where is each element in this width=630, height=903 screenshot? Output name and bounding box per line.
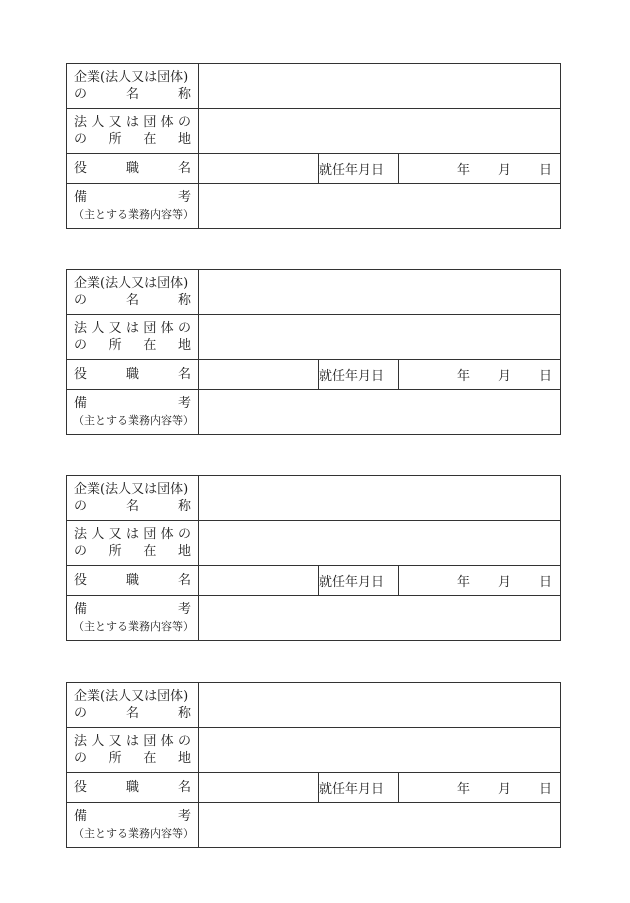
address-label-line1-char: の [177, 115, 191, 130]
month-unit: 月 [497, 575, 511, 590]
address-label-line2-char: 地 [177, 544, 191, 559]
day-value [511, 365, 539, 384]
remarks-label [67, 390, 199, 435]
address-label-line1-char: は [125, 321, 139, 336]
address-label-line1-char: 体 [160, 321, 174, 336]
company-name-field[interactable] [199, 683, 561, 728]
address-label-line1-char: の [177, 321, 191, 336]
remarks-note: （主とする業務内容等） [73, 208, 194, 221]
address-label-line1-char: は [125, 734, 139, 749]
appointment-date-field[interactable] [399, 773, 561, 803]
remarks-label-text-char: 備 [74, 396, 88, 411]
month-value [470, 571, 498, 590]
address-label-line2 [67, 131, 198, 148]
address-label-line1-char: 団 [143, 115, 157, 130]
month-value [470, 778, 498, 797]
address-field[interactable] [199, 521, 561, 566]
address-label-line1-char: は [125, 527, 139, 542]
year-unit: 年 [456, 163, 470, 178]
remarks-field[interactable] [199, 390, 561, 435]
company-name-label [67, 270, 199, 315]
company-label-line2-char: 称 [177, 706, 191, 721]
company-label-line2 [67, 705, 198, 722]
address-label [67, 521, 199, 566]
address-label [67, 728, 199, 773]
address-label-line1-char: 体 [160, 115, 174, 130]
address-label-line2 [67, 543, 198, 560]
officer-form-block [66, 682, 561, 848]
position-label-text [67, 160, 198, 177]
position-label-text [67, 572, 198, 589]
position-label-text-char: 職 [125, 367, 139, 382]
position-field[interactable] [199, 566, 319, 596]
address-label-line1-char: 法 [74, 734, 88, 749]
remarks-field[interactable] [199, 596, 561, 641]
address-field[interactable] [199, 315, 561, 360]
day-unit: 日 [539, 369, 553, 384]
officer-form-block [66, 63, 561, 229]
company-label-line2 [67, 292, 198, 309]
position-label [67, 566, 199, 596]
remarks-note: （主とする業務内容等） [73, 620, 194, 633]
remarks-label-text-char: 備 [74, 809, 88, 824]
company-name-field[interactable] [199, 64, 561, 109]
company-label-line2-char: の [74, 706, 88, 721]
appointment-date-label: 就任年月日 [319, 154, 399, 184]
address-label-line1-char: の [177, 734, 191, 749]
company-label-line2-char: 名 [125, 706, 139, 721]
remarks-label-text-char: 考 [177, 396, 191, 411]
year-value [419, 571, 457, 590]
company-label-line2 [67, 86, 198, 103]
position-label-text-char: 名 [177, 161, 191, 176]
address-label-line2-char: 在 [143, 132, 157, 147]
position-label-text-char: 職 [125, 780, 139, 795]
position-label [67, 154, 199, 184]
remarks-field[interactable] [199, 184, 561, 229]
company-label-line2-char: の [74, 293, 88, 308]
company-label-line2-char: 名 [125, 293, 139, 308]
day-unit: 日 [539, 575, 553, 590]
company-label-line2-char: 称 [177, 87, 191, 102]
remarks-note: （主とする業務内容等） [73, 827, 194, 840]
company-label-line1: 企業(法人又は団体) [74, 482, 189, 497]
address-label-line1-char: 法 [74, 321, 88, 336]
address-label-line1 [67, 526, 198, 543]
remarks-label-text [67, 395, 198, 412]
address-label-line1-char: 人 [91, 115, 105, 130]
remarks-label [67, 184, 199, 229]
officer-form-block [66, 269, 561, 435]
position-label-text-char: 名 [177, 780, 191, 795]
company-label-line1: 企業(法人又は団体) [74, 689, 189, 704]
address-label-line1-char: 人 [91, 527, 105, 542]
company-label-line2-char: 名 [125, 87, 139, 102]
remarks-label-text-char: 備 [74, 190, 88, 205]
address-label-line1 [67, 733, 198, 750]
address-label-line1-char: 体 [160, 527, 174, 542]
company-name-label [67, 476, 199, 521]
year-value [419, 365, 457, 384]
address-label-line2 [67, 337, 198, 354]
remarks-note: （主とする業務内容等） [73, 414, 194, 427]
address-label-line1-char: 法 [74, 115, 88, 130]
month-unit: 月 [497, 163, 511, 178]
position-label-text-char: 役 [74, 780, 88, 795]
remarks-label-text-char: 考 [177, 190, 191, 205]
remarks-label [67, 803, 199, 848]
address-label-line1-char: 体 [160, 734, 174, 749]
officer-form-block [66, 475, 561, 641]
address-label-line2-char: 地 [177, 751, 191, 766]
company-label-line1: 企業(法人又は団体) [74, 70, 189, 85]
address-label-line1 [67, 114, 198, 131]
month-value [470, 159, 498, 178]
company-label-line2-char: 称 [177, 499, 191, 514]
address-label-line2-char: の [74, 338, 88, 353]
position-label-text-char: 名 [177, 367, 191, 382]
address-label-line2-char: 所 [108, 132, 122, 147]
address-label-line2-char: 地 [177, 338, 191, 353]
appointment-date-field[interactable] [399, 360, 561, 390]
remarks-field[interactable] [199, 803, 561, 848]
year-unit: 年 [456, 575, 470, 590]
address-label-line2-char: の [74, 544, 88, 559]
address-label-line2-char: 在 [143, 751, 157, 766]
address-label-line1-char: 又 [108, 734, 122, 749]
remarks-label [67, 596, 199, 641]
address-label [67, 109, 199, 154]
position-label-text-char: 職 [125, 573, 139, 588]
address-label-line2-char: 所 [108, 751, 122, 766]
appointment-date-label: 就任年月日 [319, 566, 399, 596]
address-label-line1-char: 又 [108, 115, 122, 130]
position-label-text-char: 役 [74, 161, 88, 176]
day-value [511, 778, 539, 797]
day-value [511, 571, 539, 590]
company-name-field[interactable] [199, 270, 561, 315]
position-label-text [67, 779, 198, 796]
remarks-label-text [67, 808, 198, 825]
address-label-line1-char: 人 [91, 734, 105, 749]
company-label-line2 [67, 498, 198, 515]
address-label-line2-char: 在 [143, 544, 157, 559]
appointment-date-label: 就任年月日 [319, 773, 399, 803]
month-unit: 月 [497, 782, 511, 797]
year-unit: 年 [456, 369, 470, 384]
address-field[interactable] [199, 728, 561, 773]
address-label-line1-char: 法 [74, 527, 88, 542]
appointment-date-field[interactable] [399, 566, 561, 596]
position-label [67, 360, 199, 390]
company-label-line2-char: 称 [177, 293, 191, 308]
address-label-line2-char: 所 [108, 338, 122, 353]
address-label [67, 315, 199, 360]
address-label-line2-char: の [74, 751, 88, 766]
address-label-line1 [67, 320, 198, 337]
position-label-text-char: 役 [74, 573, 88, 588]
address-label-line2-char: 在 [143, 338, 157, 353]
position-field[interactable] [199, 773, 319, 803]
address-label-line2-char: 所 [108, 544, 122, 559]
remarks-label-text-char: 考 [177, 602, 191, 617]
company-label-line2-char: の [74, 87, 88, 102]
address-label-line1-char: 団 [143, 527, 157, 542]
address-label-line1-char: 団 [143, 321, 157, 336]
company-label-line2-char: 名 [125, 499, 139, 514]
appointment-date-label: 就任年月日 [319, 360, 399, 390]
position-label [67, 773, 199, 803]
position-label-text-char: 名 [177, 573, 191, 588]
remarks-label-text [67, 189, 198, 206]
address-label-line2-char: 地 [177, 132, 191, 147]
year-unit: 年 [456, 782, 470, 797]
address-label-line2 [67, 750, 198, 767]
company-label-line1: 企業(法人又は団体) [74, 276, 189, 291]
day-unit: 日 [539, 782, 553, 797]
company-name-label [67, 64, 199, 109]
remarks-label-text-char: 考 [177, 809, 191, 824]
year-value [419, 778, 457, 797]
address-label-line1-char: の [177, 527, 191, 542]
address-label-line1-char: 団 [143, 734, 157, 749]
position-label-text-char: 職 [125, 161, 139, 176]
position-label-text [67, 366, 198, 383]
remarks-label-text [67, 601, 198, 618]
address-label-line1-char: 又 [108, 321, 122, 336]
company-name-label [67, 683, 199, 728]
company-name-field[interactable] [199, 476, 561, 521]
address-label-line1-char: は [125, 115, 139, 130]
appointment-date-field[interactable] [399, 154, 561, 184]
company-label-line2-char: の [74, 499, 88, 514]
year-value [419, 159, 457, 178]
address-label-line1-char: 又 [108, 527, 122, 542]
position-label-text-char: 役 [74, 367, 88, 382]
day-value [511, 159, 539, 178]
remarks-label-text-char: 備 [74, 602, 88, 617]
day-unit: 日 [539, 163, 553, 178]
address-field[interactable] [199, 109, 561, 154]
address-label-line1-char: 人 [91, 321, 105, 336]
month-value [470, 365, 498, 384]
month-unit: 月 [497, 369, 511, 384]
position-field[interactable] [199, 154, 319, 184]
address-label-line2-char: の [74, 132, 88, 147]
position-field[interactable] [199, 360, 319, 390]
